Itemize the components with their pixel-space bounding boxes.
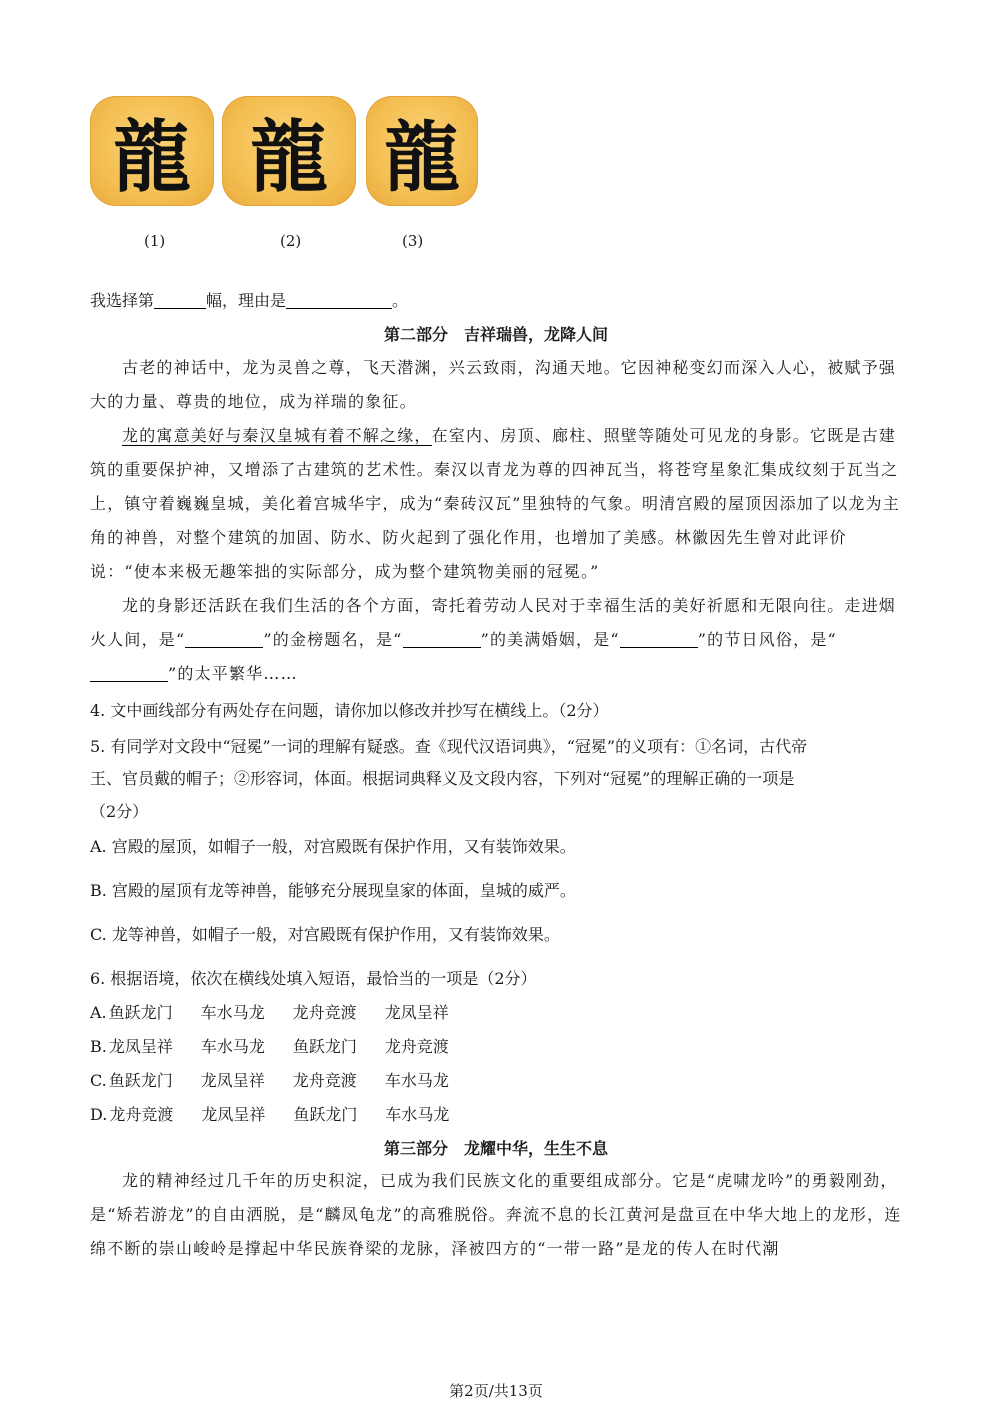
blank-phrase-1[interactable] [185,629,263,648]
choice-middle: 幅，理由是 [206,291,287,310]
question-5-line-3: （2分） [90,802,149,821]
dragon-tile-1 [90,96,214,206]
underlined-sentence: 龙的寓意美好与秦汉皇城有着不解之缘， [122,426,432,445]
choice-prefix: 我选择第 [90,291,155,310]
page-footer: 第2页/共13页 [449,1382,543,1400]
q6-option-label: B. [90,1037,107,1056]
q6-option-item: 龙凤呈祥 [108,1037,173,1056]
q6-option-label: A. [90,1003,107,1022]
blank-phrase-3[interactable] [620,629,698,648]
part2-paragraph-3 [90,589,902,691]
p3-text-a: 龙的身影还活跃在我们生活的各个方面，寄托着劳动人民对于幸福生活的美好祈愿和无限向往。走进烟火人间，是“ [90,596,897,649]
q6-option-item: 龙舟竞渡 [384,1037,449,1056]
caption-2: (2) [280,232,302,250]
q6-option-label: C. [90,1071,107,1090]
dragon-glyph-2: 龍 [249,112,328,203]
choice-line [90,288,902,311]
q6-option-item: 车水马龙 [385,1105,450,1124]
q5-option-c: C. 龙等神兽，如帽子一般，对宫殿既有保护作用，又有装饰效果。 [90,925,560,944]
p3-text-d: ”的节日风俗，是“ [697,630,837,649]
part2-paragraph-1: 古老的神话中，龙为灵兽之尊，飞天潜渊，兴云致雨，沟通天地。它因神秘变幻而深入人心，被赋予强大的力量、尊贵的地位，成为祥瑞的象征。 [90,358,897,411]
q6-option-item: 车水马龙 [384,1071,449,1090]
blank-phrase-4[interactable] [90,663,168,682]
dragon-tile-3 [366,96,478,206]
dragon-tile-2 [222,96,356,206]
q6-option-item: 鱼跃龙门 [108,1071,173,1090]
q6-option-label: D. [90,1105,108,1124]
q6-option-item: 龙凤呈祥 [384,1003,449,1022]
q5-option-b: B. 宫殿的屋顶有龙等神兽，能够充分展现皇家的体面，皇城的威严。 [90,881,576,900]
q6-option-item: 龙凤呈祥 [200,1071,265,1090]
question-6: 6. 根据语境，依次在横线处填入短语，最恰当的一项是（2分） [90,969,537,988]
blank-choice-reason[interactable] [286,290,392,309]
part3-title: 第三部分 龙耀中华，生生不息 [383,1139,608,1158]
blank-phrase-2[interactable] [403,629,481,648]
question-4: 4. 文中画线部分有两处存在问题，请你加以修改并抄写在横线上。（2分） [90,701,609,720]
caption-1: (1) [144,232,166,250]
q6-option-c [90,1068,477,1091]
part2-paragraph-2-rest: 在室内、房顶、廊柱、照壁等随处可见龙的身影。它既是古建筑的重要保护神，又增添了古建筑的艺术性。秦汉以青龙为尊的四神瓦当，将苍穹星象汇集成纹刻于瓦当之上，镇守着巍巍皇城，美化着宫城华宇，成为“秦砖汉瓦”里独特的气象。明清宫殿的屋顶因添加了以龙为主角的神兽，对整个建筑的加固、防水、防火起到了强化作用，也增加了美感。林徽因先生曾对此评价说：“使本来极无趣笨拙的实际部分，成为整个建筑物美丽的冠冕。” [90,426,900,581]
caption-3: (3) [402,232,424,250]
question-5-line-2: 王、官员戴的帽子；②形容词，体面。根据词典释义及文段内容，下列对“冠冕”的理解正确的一项是 [90,769,795,788]
q5-option-a: A. 宫殿的屋顶，如帽子一般，对宫殿既有保护作用，又有装饰效果。 [90,837,576,856]
q6-option-item: 车水马龙 [200,1003,265,1022]
part2-paragraph-2 [90,419,902,589]
q6-option-b [90,1034,477,1057]
question-5-line-1: 5. 有同学对文段中“冠冕”一词的理解有疑惑。查《现代汉语词典》，“冠冕”的义项有：①名词，古代帝 [90,737,808,756]
dragon-glyph-3: 龍 [384,112,460,202]
q6-option-item: 龙舟竞渡 [109,1105,174,1124]
q6-option-item: 鱼跃龙门 [292,1037,357,1056]
dragon-glyph-1: 龍 [112,112,191,203]
p3-text-c: ”的美满婚姻，是“ [480,630,620,649]
p3-text-e: ”的太平繁华…… [168,664,298,683]
q6-option-item: 龙舟竞渡 [292,1003,357,1022]
q6-option-item: 车水马龙 [200,1037,265,1056]
q6-option-item: 龙舟竞渡 [292,1071,357,1090]
blank-choice-number[interactable] [154,290,206,309]
q6-option-item: 鱼跃龙门 [108,1003,173,1022]
part2-title: 第二部分 吉祥瑞兽，龙降人间 [383,325,608,344]
q6-option-item: 龙凤呈祥 [201,1105,266,1124]
p3-text-b: ”的金榜题名，是“ [263,630,403,649]
part3-paragraph-1: 龙的精神经过几千年的历史积淀，已成为我们民族文化的重要组成部分。它是“虎啸龙吟”的勇毅刚劲，是“矫若游龙”的自由洒脱，是“麟凤龟龙”的高雅脱俗。奔流不息的长江黄河是盘亘在中华大地上的龙形，连绵不断的崇山峻岭是撑起中华民族脊梁的龙脉，泽被四方的“一带一路”是龙的传人在时代潮 [90,1171,902,1258]
choice-suffix: 。 [392,291,409,310]
q6-option-d [90,1102,477,1125]
q6-option-item: 鱼跃龙门 [293,1105,358,1124]
q6-option-a [90,1000,477,1023]
